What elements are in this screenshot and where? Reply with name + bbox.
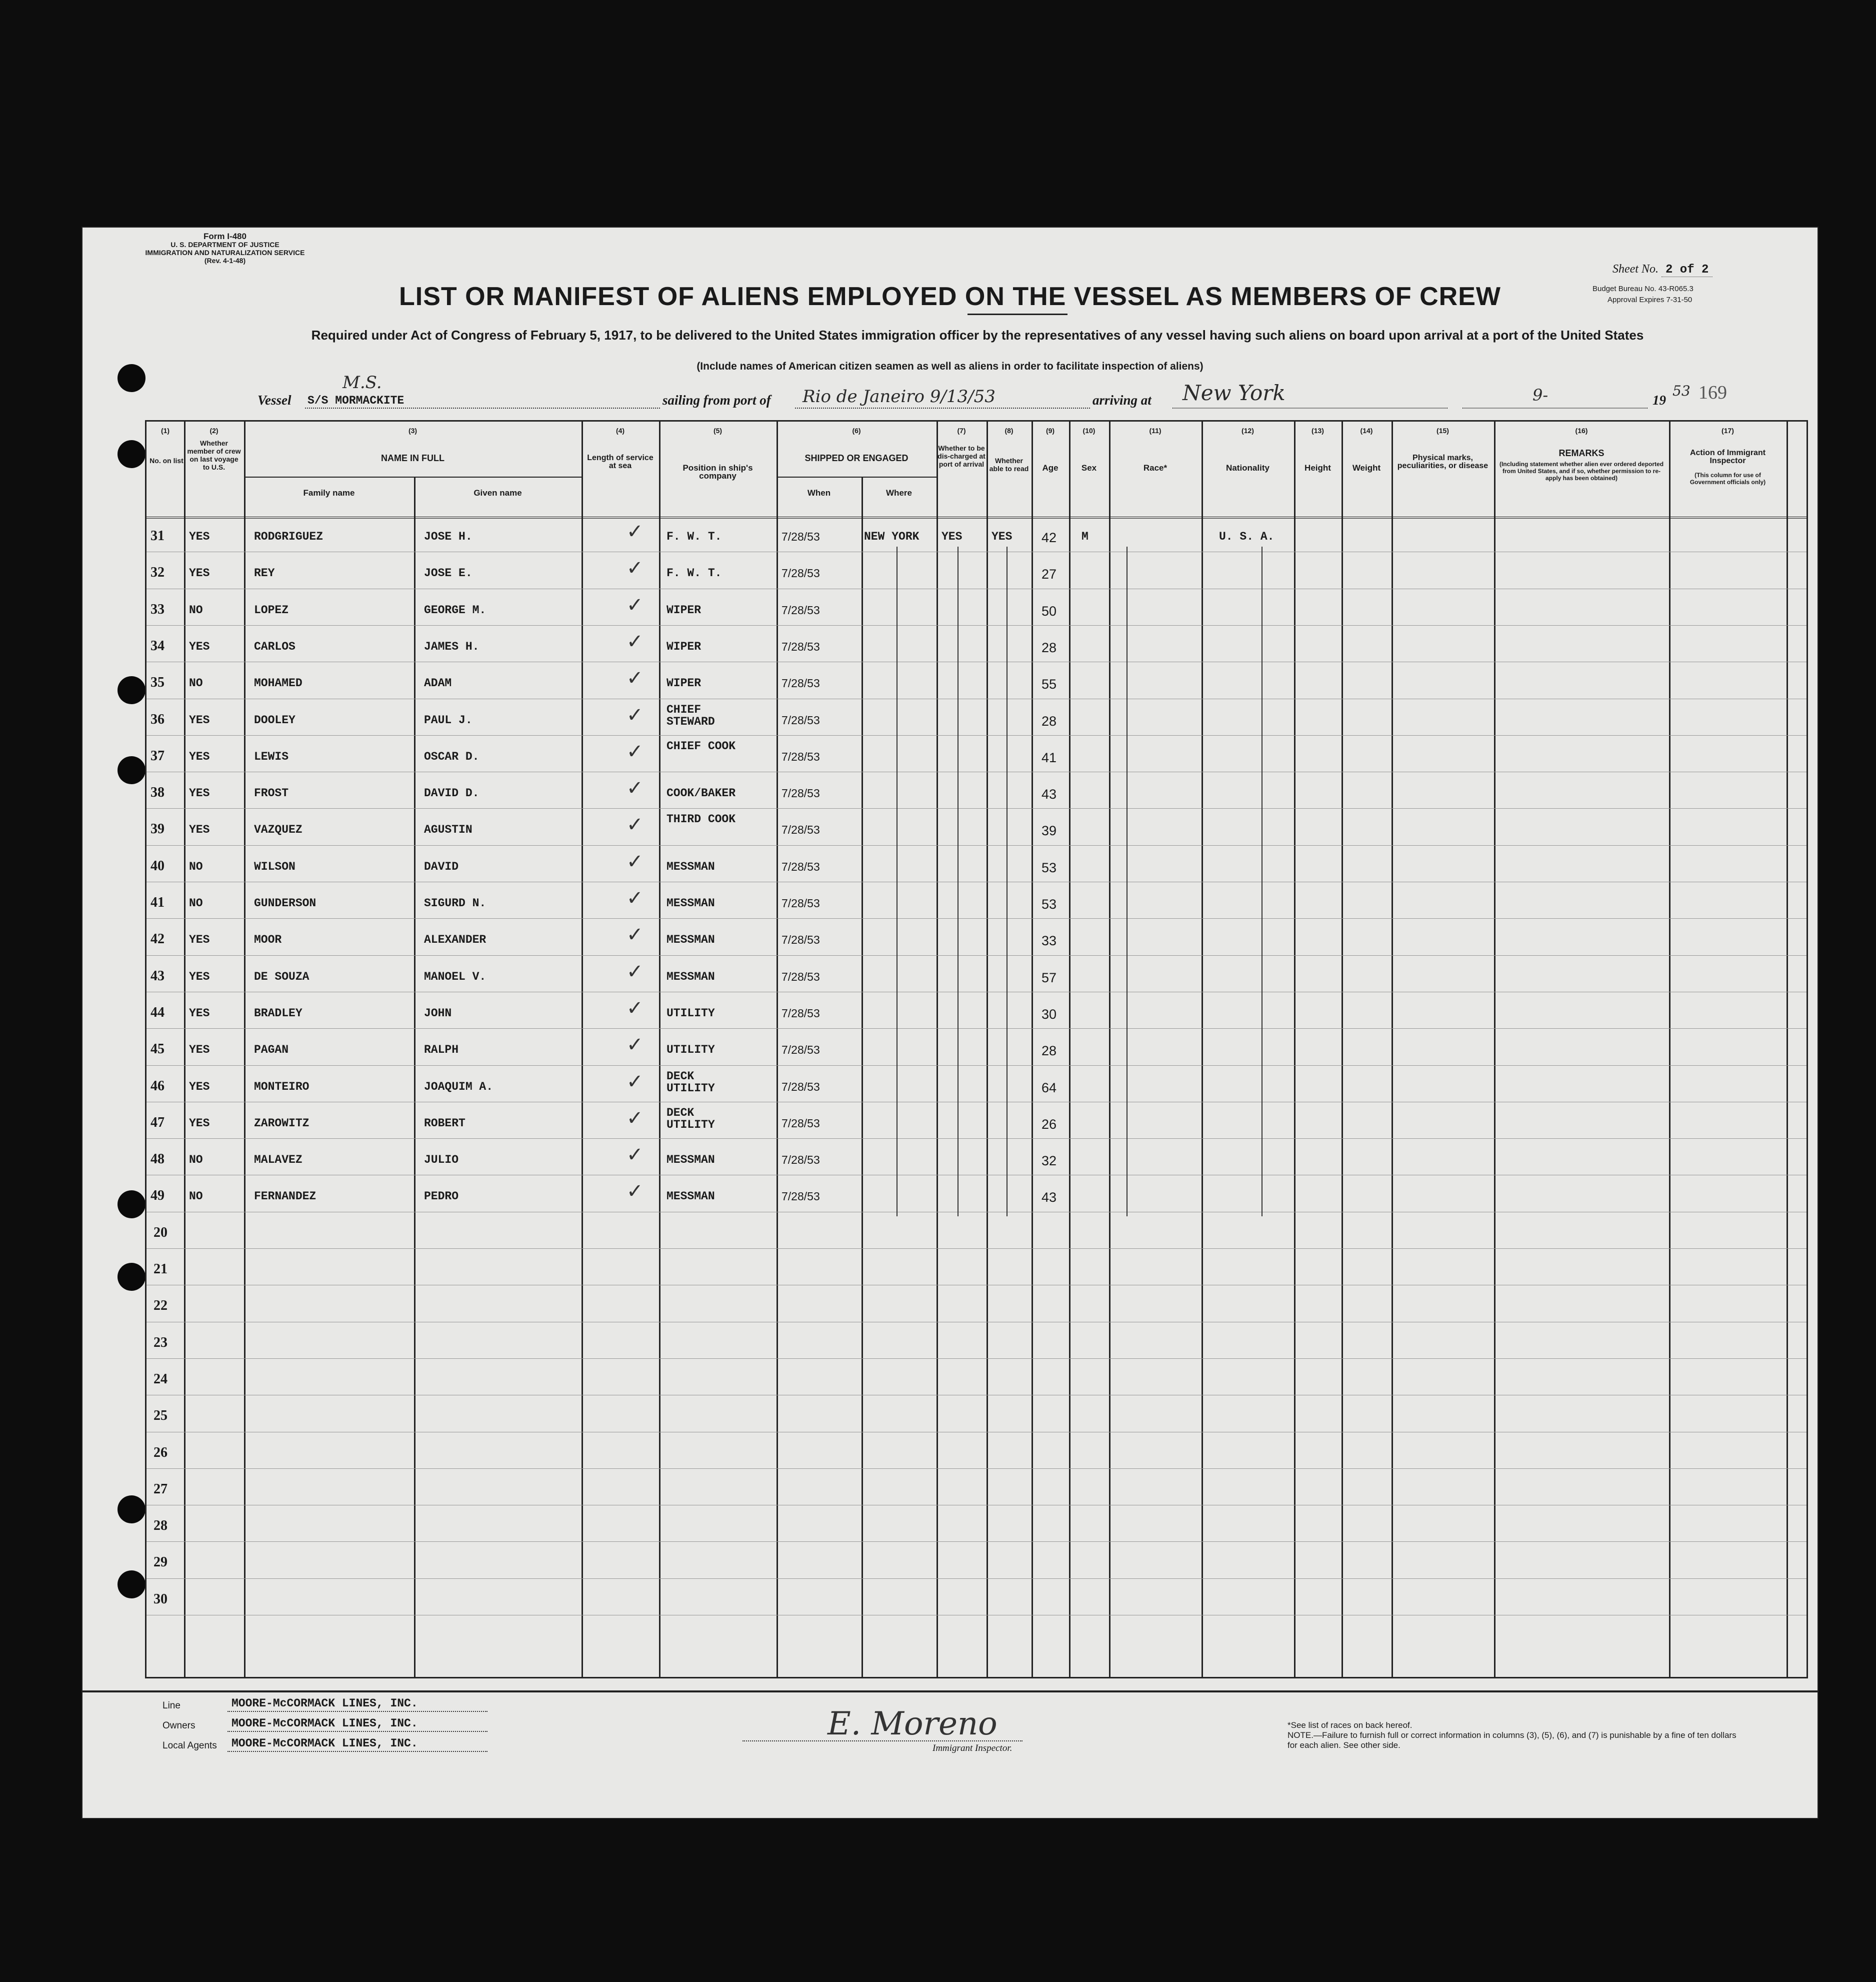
cell-read: YES — [992, 530, 1012, 543]
cell-age: 53 — [1042, 897, 1057, 912]
col17-sub: (This column for use of Government officials only) — [1690, 472, 1766, 486]
row-number: 39 — [150, 821, 164, 837]
col13-label: Height — [1304, 463, 1331, 473]
length-of-service-tick: ✓ — [626, 1070, 644, 1093]
col10-number: (10) — [1082, 427, 1096, 435]
cell-given: JULIO — [424, 1153, 459, 1167]
cell-given: SIGURD N. — [424, 897, 486, 910]
row-number: 46 — [150, 1078, 164, 1094]
day-value: 9- — [1532, 386, 1548, 405]
col16-sub: (Including statement whether alien ever ordered deported from United States, and if so, whether permission to re-apply has been obtained) — [1499, 461, 1664, 482]
row-number: 36 — [150, 711, 164, 727]
row-number: 49 — [150, 1188, 164, 1204]
column-divider — [1202, 422, 1203, 1677]
cell-position: UTILITY — [666, 1006, 715, 1020]
cell-member: YES — [189, 640, 210, 653]
row-number: 32 — [150, 565, 164, 581]
row-number: 42 — [150, 931, 164, 947]
length-of-service-tick: ✓ — [626, 630, 644, 653]
row-rule — [146, 1065, 1806, 1066]
col12-label: Nationality — [1226, 463, 1270, 473]
cell-given: GEORGE M. — [424, 603, 486, 617]
col17-label: Action of Immigrant Inspector — [1690, 449, 1766, 465]
form-dept: U. S. DEPARTMENT OF JUSTICE — [170, 241, 280, 249]
cell-position: WIPER — [666, 603, 702, 617]
cell-member: YES — [189, 713, 210, 727]
length-of-service-tick: ✓ — [626, 777, 644, 800]
row-number: 30 — [154, 1591, 168, 1607]
inspector-signature: E. Moreno — [828, 1705, 998, 1742]
cell-member: NO — [189, 1153, 203, 1167]
row-number: 22 — [154, 1298, 168, 1314]
row-number: 43 — [150, 968, 164, 984]
column-divider — [1392, 422, 1393, 1677]
cell-sex: M — [1082, 530, 1088, 543]
arriving-label: arriving at — [1092, 393, 1152, 408]
line-value: MOORE-McCORMACK LINES, INC. — [232, 1697, 418, 1710]
row-number: 31 — [150, 528, 164, 544]
owners-value: MOORE-McCORMACK LINES, INC. — [232, 1717, 418, 1730]
cell-age: 43 — [1042, 787, 1057, 802]
cell-member: NO — [189, 860, 203, 873]
length-of-service-tick: ✓ — [626, 813, 644, 837]
manifest-sheet — [82, 228, 1818, 1818]
column-divider — [1032, 422, 1033, 1677]
column-divider — [1786, 422, 1788, 1677]
row-rule — [146, 1468, 1806, 1469]
length-of-service-tick: ✓ — [626, 996, 644, 1020]
row-rule — [146, 918, 1806, 919]
cell-position: COOK/BAKER — [666, 787, 736, 800]
sailing-value: Rio de Janeiro 9/13/53 — [802, 387, 996, 407]
cell-given: JOSE H. — [424, 530, 472, 543]
cell-family: DOOLEY — [254, 713, 296, 727]
cell-position: CHIEF STEWARD — [666, 703, 715, 728]
row-number: 41 — [150, 895, 164, 910]
column-divider — [936, 422, 938, 1677]
cell-age: 57 — [1042, 970, 1057, 985]
cell-position: MESSMAN — [666, 1190, 715, 1203]
cell-family: MOHAMED — [254, 677, 302, 690]
cell-given: MANOEL V. — [424, 970, 486, 983]
cell-member: NO — [189, 603, 203, 617]
page-title: LIST OR MANIFEST OF ALIENS EMPLOYED ON THE VESSEL AS MEMBERS OF CREW — [399, 282, 1501, 311]
col1-number: (1) — [160, 427, 170, 435]
cell-given: JOAQUIM A. — [424, 1080, 494, 1093]
day-field — [1462, 393, 1648, 409]
length-of-service-tick: ✓ — [626, 740, 644, 763]
cell-family: REY — [254, 567, 275, 580]
signature-line — [742, 1735, 1022, 1741]
cell-when: 7/28/53 — [782, 750, 820, 763]
row-rule — [146, 625, 1806, 626]
form-block — [130, 233, 320, 265]
sheet-number-value: 2 of 2 — [1662, 263, 1712, 277]
cell-position: MESSMAN — [666, 933, 715, 947]
cell-position: DECK UTILITY — [666, 1069, 715, 1095]
sheet-number — [1612, 263, 1712, 277]
length-of-service-tick: ✓ — [626, 593, 644, 617]
cell-family: WILSON — [254, 860, 296, 873]
row-number: 33 — [150, 601, 164, 617]
column-divider — [1494, 422, 1496, 1677]
cell-when: 7/28/53 — [782, 1190, 820, 1203]
cell-position: MESSMAN — [666, 897, 715, 910]
cell-member: YES — [189, 1006, 210, 1020]
column-divider — [1342, 422, 1343, 1677]
cell-discharged: YES — [942, 530, 962, 543]
col3-number: (3) — [408, 427, 418, 435]
inspector-label: Immigrant Inspector. — [932, 1743, 1012, 1753]
column-divider — [986, 422, 988, 1677]
col2-number: (2) — [210, 427, 218, 435]
vessel-handwritten: M.S. — [342, 373, 382, 393]
cell-family: PAGAN — [254, 1043, 289, 1057]
subtitle: Required under Act of Congress of February 5, 1917, to be delivered to the United States immigration officer by the representatives of any vessel having such aliens on board upon arrival at a port of the United States — [311, 328, 1644, 343]
cell-family: VAZQUEZ — [254, 823, 302, 837]
cell-family: RODGRIGUEZ — [254, 530, 324, 543]
footer-divider — [82, 1690, 1818, 1692]
crew-table — [145, 420, 1808, 1678]
col3-label: NAME IN FULL — [381, 453, 444, 463]
row-number: 20 — [154, 1224, 168, 1240]
row-number: 35 — [150, 675, 164, 691]
cell-age: 26 — [1042, 1116, 1057, 1132]
length-of-service-tick: ✓ — [626, 887, 644, 910]
col6-when-label: When — [807, 488, 831, 498]
column-divider — [582, 422, 583, 1677]
year-prefix: 19 — [1652, 393, 1666, 408]
row-rule — [146, 1358, 1806, 1359]
length-of-service-tick: ✓ — [626, 703, 644, 727]
cell-member: YES — [189, 1080, 210, 1093]
agents-value: MOORE-McCORMACK LINES, INC. — [232, 1737, 418, 1750]
col4-number: (4) — [616, 427, 625, 435]
column-divider — [414, 477, 416, 1677]
cell-age: 64 — [1042, 1080, 1057, 1095]
cell-when: 7/28/53 — [782, 933, 820, 947]
column-divider — [659, 422, 660, 1677]
cell-given: JOHN — [424, 1006, 452, 1020]
cell-position: THIRD COOK — [666, 813, 736, 826]
row-number: 26 — [154, 1444, 168, 1460]
owners-label: Owners — [162, 1720, 196, 1731]
cell-family: DE SOUZA — [254, 970, 310, 983]
ditto-line — [1006, 547, 1008, 1216]
stamp-number: 169 — [1698, 382, 1727, 403]
column-divider — [1109, 422, 1110, 1677]
col5-number: (5) — [713, 427, 722, 435]
cell-given: DAVID D. — [424, 787, 480, 800]
col7-number: (7) — [957, 427, 966, 435]
cell-age: 30 — [1042, 1006, 1057, 1022]
cell-member: YES — [189, 823, 210, 837]
form-service: IMMIGRATION AND NATURALIZATION SERVICE — [145, 249, 305, 257]
row-number: 29 — [154, 1554, 168, 1570]
cell-when: 7/28/53 — [782, 823, 820, 837]
row-number: 25 — [154, 1408, 168, 1424]
cell-age: 32 — [1042, 1153, 1057, 1169]
row-number: 44 — [150, 1004, 164, 1020]
col4-label: Length of service at sea — [587, 454, 654, 470]
cell-age: 28 — [1042, 1043, 1057, 1059]
footer-note-penalty: NOTE.—Failure to furnish full or correct information in columns (3), (5), (6), and (7) is punishable by a fine of ten dollars for each alien. See other side. — [1288, 1730, 1736, 1750]
col11-number: (11) — [1149, 427, 1162, 435]
cell-given: JOSE E. — [424, 567, 472, 580]
footer-note-races: *See list of races on back hereof. — [1288, 1720, 1412, 1730]
cell-member: YES — [189, 1043, 210, 1057]
length-of-service-tick: ✓ — [626, 1143, 644, 1167]
cell-member: NO — [189, 1190, 203, 1203]
punch-hole — [118, 1263, 146, 1291]
row-number: 48 — [150, 1151, 164, 1167]
cell-position: MESSMAN — [666, 970, 715, 983]
cell-family: LEWIS — [254, 750, 289, 763]
row-rule — [146, 1578, 1806, 1579]
row-number: 24 — [154, 1371, 168, 1387]
cell-when: 7/28/53 — [782, 713, 820, 727]
cell-member: NO — [189, 677, 203, 690]
cell-when: 7/28/53 — [782, 1043, 820, 1057]
cell-position: F. W. T. — [666, 567, 722, 580]
cell-when: 7/28/53 — [782, 1116, 820, 1130]
col2-label: Whether member of crew on last voyage to U.S. — [187, 439, 241, 471]
cell-member: YES — [189, 787, 210, 800]
subnote: (Include names of American citizen seamen as well as aliens in order to facilitate inspection of aliens) — [696, 361, 1204, 372]
col12-number: (12) — [1242, 427, 1254, 435]
cell-member: YES — [189, 1116, 210, 1130]
row-rule — [146, 955, 1806, 956]
length-of-service-tick: ✓ — [626, 960, 644, 983]
cell-age: 28 — [1042, 640, 1057, 655]
budget-line-2: Approval Expires 7-31-50 — [1608, 296, 1692, 304]
col3-family-label: Family name — [303, 488, 355, 498]
row-number: 27 — [154, 1481, 168, 1497]
col8-label: Whether able to read — [989, 457, 1029, 473]
cell-when: 7/28/53 — [782, 567, 820, 580]
cell-family: GUNDERSON — [254, 897, 316, 910]
row-rule — [146, 1138, 1806, 1139]
row-rule — [146, 1541, 1806, 1542]
col15-number: (15) — [1436, 427, 1449, 435]
vessel-value: S/S MORMACKITE — [308, 394, 404, 407]
col16-number: (16) — [1575, 427, 1588, 435]
punch-hole — [118, 440, 146, 468]
punch-hole — [118, 756, 146, 784]
ditto-line — [1126, 547, 1128, 1216]
cell-where: NEW YORK — [864, 530, 920, 543]
cell-family: ZAROWITZ — [254, 1116, 310, 1130]
ditto-line — [896, 547, 898, 1216]
column-divider — [776, 422, 778, 1677]
punch-hole — [118, 1570, 146, 1598]
cell-nationality: U. S. A. — [1219, 530, 1274, 543]
cell-given: ALEXANDER — [424, 933, 486, 947]
length-of-service-tick: ✓ — [626, 1033, 644, 1057]
row-number: 21 — [154, 1261, 168, 1277]
column-divider — [184, 422, 186, 1677]
row-number: 45 — [150, 1041, 164, 1057]
agents-label: Local Agents — [162, 1740, 217, 1751]
cell-age: 43 — [1042, 1190, 1057, 1205]
cell-when: 7/28/53 — [782, 860, 820, 873]
cell-when: 7/28/53 — [782, 1080, 820, 1093]
cell-age: 55 — [1042, 677, 1057, 692]
sheet-number-label: Sheet No. — [1612, 263, 1658, 276]
header-divider — [146, 517, 1806, 519]
cell-position: WIPER — [666, 640, 702, 653]
row-rule — [146, 735, 1806, 736]
col14-label: Weight — [1352, 463, 1381, 473]
cell-given: JAMES H. — [424, 640, 480, 653]
cell-given: PAUL J. — [424, 713, 472, 727]
col17-number: (17) — [1722, 427, 1734, 435]
cell-family: FROST — [254, 787, 289, 800]
cell-when: 7/28/53 — [782, 640, 820, 653]
length-of-service-tick: ✓ — [626, 1106, 644, 1130]
col16-label: REMARKS — [1558, 448, 1604, 458]
cell-when: 7/28/53 — [782, 970, 820, 983]
column-divider — [1669, 422, 1670, 1677]
cell-family: CARLOS — [254, 640, 296, 653]
line-label: Line — [162, 1700, 180, 1711]
cell-position: DECK UTILITY — [666, 1106, 715, 1131]
row-rule — [146, 808, 1806, 809]
budget-line-1: Budget Bureau No. 43-R065.3 — [1592, 285, 1694, 293]
length-of-service-tick: ✓ — [626, 520, 644, 543]
col9-label: Age — [1042, 463, 1058, 473]
col6-number: (6) — [852, 427, 861, 435]
row-number: 23 — [154, 1334, 168, 1350]
col3-given-label: Given name — [474, 488, 522, 498]
year-value: 53 — [1672, 383, 1690, 399]
col5-label: Position in ship's company — [682, 463, 753, 481]
row-number: 40 — [150, 858, 164, 874]
cell-when: 7/28/53 — [782, 530, 820, 543]
cell-member: YES — [189, 750, 210, 763]
cell-family: LOPEZ — [254, 603, 289, 617]
punch-hole — [118, 1495, 146, 1523]
col6-where-label: Where — [886, 488, 912, 498]
cell-family: BRADLEY — [254, 1006, 302, 1020]
col10-label: Sex — [1081, 463, 1097, 473]
column-divider — [244, 422, 246, 1677]
length-of-service-tick: ✓ — [626, 923, 644, 947]
subheader-rule — [244, 477, 582, 478]
budget-info — [1592, 284, 1792, 306]
row-number: 38 — [150, 785, 164, 801]
cell-given: PEDRO — [424, 1190, 459, 1203]
form-rev: (Rev. 4-1-48) — [204, 257, 246, 265]
cell-member: YES — [189, 567, 210, 580]
length-of-service-tick: ✓ — [626, 667, 644, 690]
cell-given: RALPH — [424, 1043, 459, 1057]
cell-member: YES — [189, 933, 210, 947]
cell-given: AGUSTIN — [424, 823, 472, 837]
row-rule — [146, 1248, 1806, 1249]
cell-position: WIPER — [666, 677, 702, 690]
cell-family: FERNANDEZ — [254, 1190, 316, 1203]
col9-number: (9) — [1046, 427, 1055, 435]
cell-when: 7/28/53 — [782, 677, 820, 690]
row-number: 47 — [150, 1114, 164, 1130]
cell-when: 7/28/53 — [782, 1153, 820, 1167]
length-of-service-tick: ✓ — [626, 850, 644, 873]
column-divider — [1069, 422, 1070, 1677]
cell-age: 28 — [1042, 713, 1057, 729]
cell-given: ADAM — [424, 677, 452, 690]
length-of-service-tick: ✓ — [626, 557, 644, 580]
col1-label: No. on list — [150, 457, 184, 465]
cell-member: YES — [189, 970, 210, 983]
title-underline — [968, 314, 1068, 315]
arriving-value: New York — [1182, 381, 1286, 405]
cell-age: 42 — [1042, 530, 1057, 545]
cell-position: MESSMAN — [666, 860, 715, 873]
row-number: 37 — [150, 748, 164, 764]
cell-when: 7/28/53 — [782, 897, 820, 910]
cell-position: MESSMAN — [666, 1153, 715, 1167]
form-number: Form I-480 — [204, 232, 246, 241]
cell-given: ROBERT — [424, 1116, 466, 1130]
cell-given: OSCAR D. — [424, 750, 480, 763]
cell-age: 53 — [1042, 860, 1057, 875]
row-rule — [146, 845, 1806, 846]
cell-age: 39 — [1042, 823, 1057, 839]
col6-label: SHIPPED OR ENGAGED — [804, 453, 908, 463]
subheader-rule — [776, 477, 936, 478]
col8-number: (8) — [1004, 427, 1014, 435]
row-number: 28 — [154, 1518, 168, 1534]
footer-notes — [1288, 1720, 1748, 1750]
col14-number: (14) — [1360, 427, 1373, 435]
row-rule — [146, 1028, 1806, 1029]
col11-label: Race* — [1143, 463, 1168, 473]
cell-when: 7/28/53 — [782, 603, 820, 617]
column-divider — [862, 477, 863, 1677]
cell-age: 27 — [1042, 567, 1057, 582]
cell-when: 7/28/53 — [782, 1006, 820, 1020]
cell-family: MONTEIRO — [254, 1080, 310, 1093]
cell-position: CHIEF COOK — [666, 739, 736, 753]
cell-family: MALAVEZ — [254, 1153, 302, 1167]
cell-member: NO — [189, 897, 203, 910]
cell-age: 41 — [1042, 750, 1057, 765]
col13-number: (13) — [1312, 427, 1324, 435]
cell-family: MOOR — [254, 933, 282, 947]
length-of-service-tick: ✓ — [626, 1180, 644, 1203]
column-divider — [1294, 422, 1296, 1677]
cell-member: YES — [189, 530, 210, 543]
punch-hole — [118, 1190, 146, 1218]
punch-hole — [118, 676, 146, 704]
vessel-label: Vessel — [258, 393, 292, 408]
cell-age: 33 — [1042, 933, 1057, 949]
cell-position: UTILITY — [666, 1043, 715, 1057]
cell-given: DAVID — [424, 860, 459, 873]
cell-position: F. W. T. — [666, 530, 722, 543]
sailing-label: sailing from port of — [662, 393, 771, 408]
cell-age: 50 — [1042, 603, 1057, 619]
row-number: 34 — [150, 638, 164, 654]
col15-label: Physical marks, peculiarities, or disease — [1397, 454, 1488, 470]
col7-label: Whether to be dis-charged at port of arrival — [938, 444, 986, 468]
cell-when: 7/28/53 — [782, 787, 820, 800]
